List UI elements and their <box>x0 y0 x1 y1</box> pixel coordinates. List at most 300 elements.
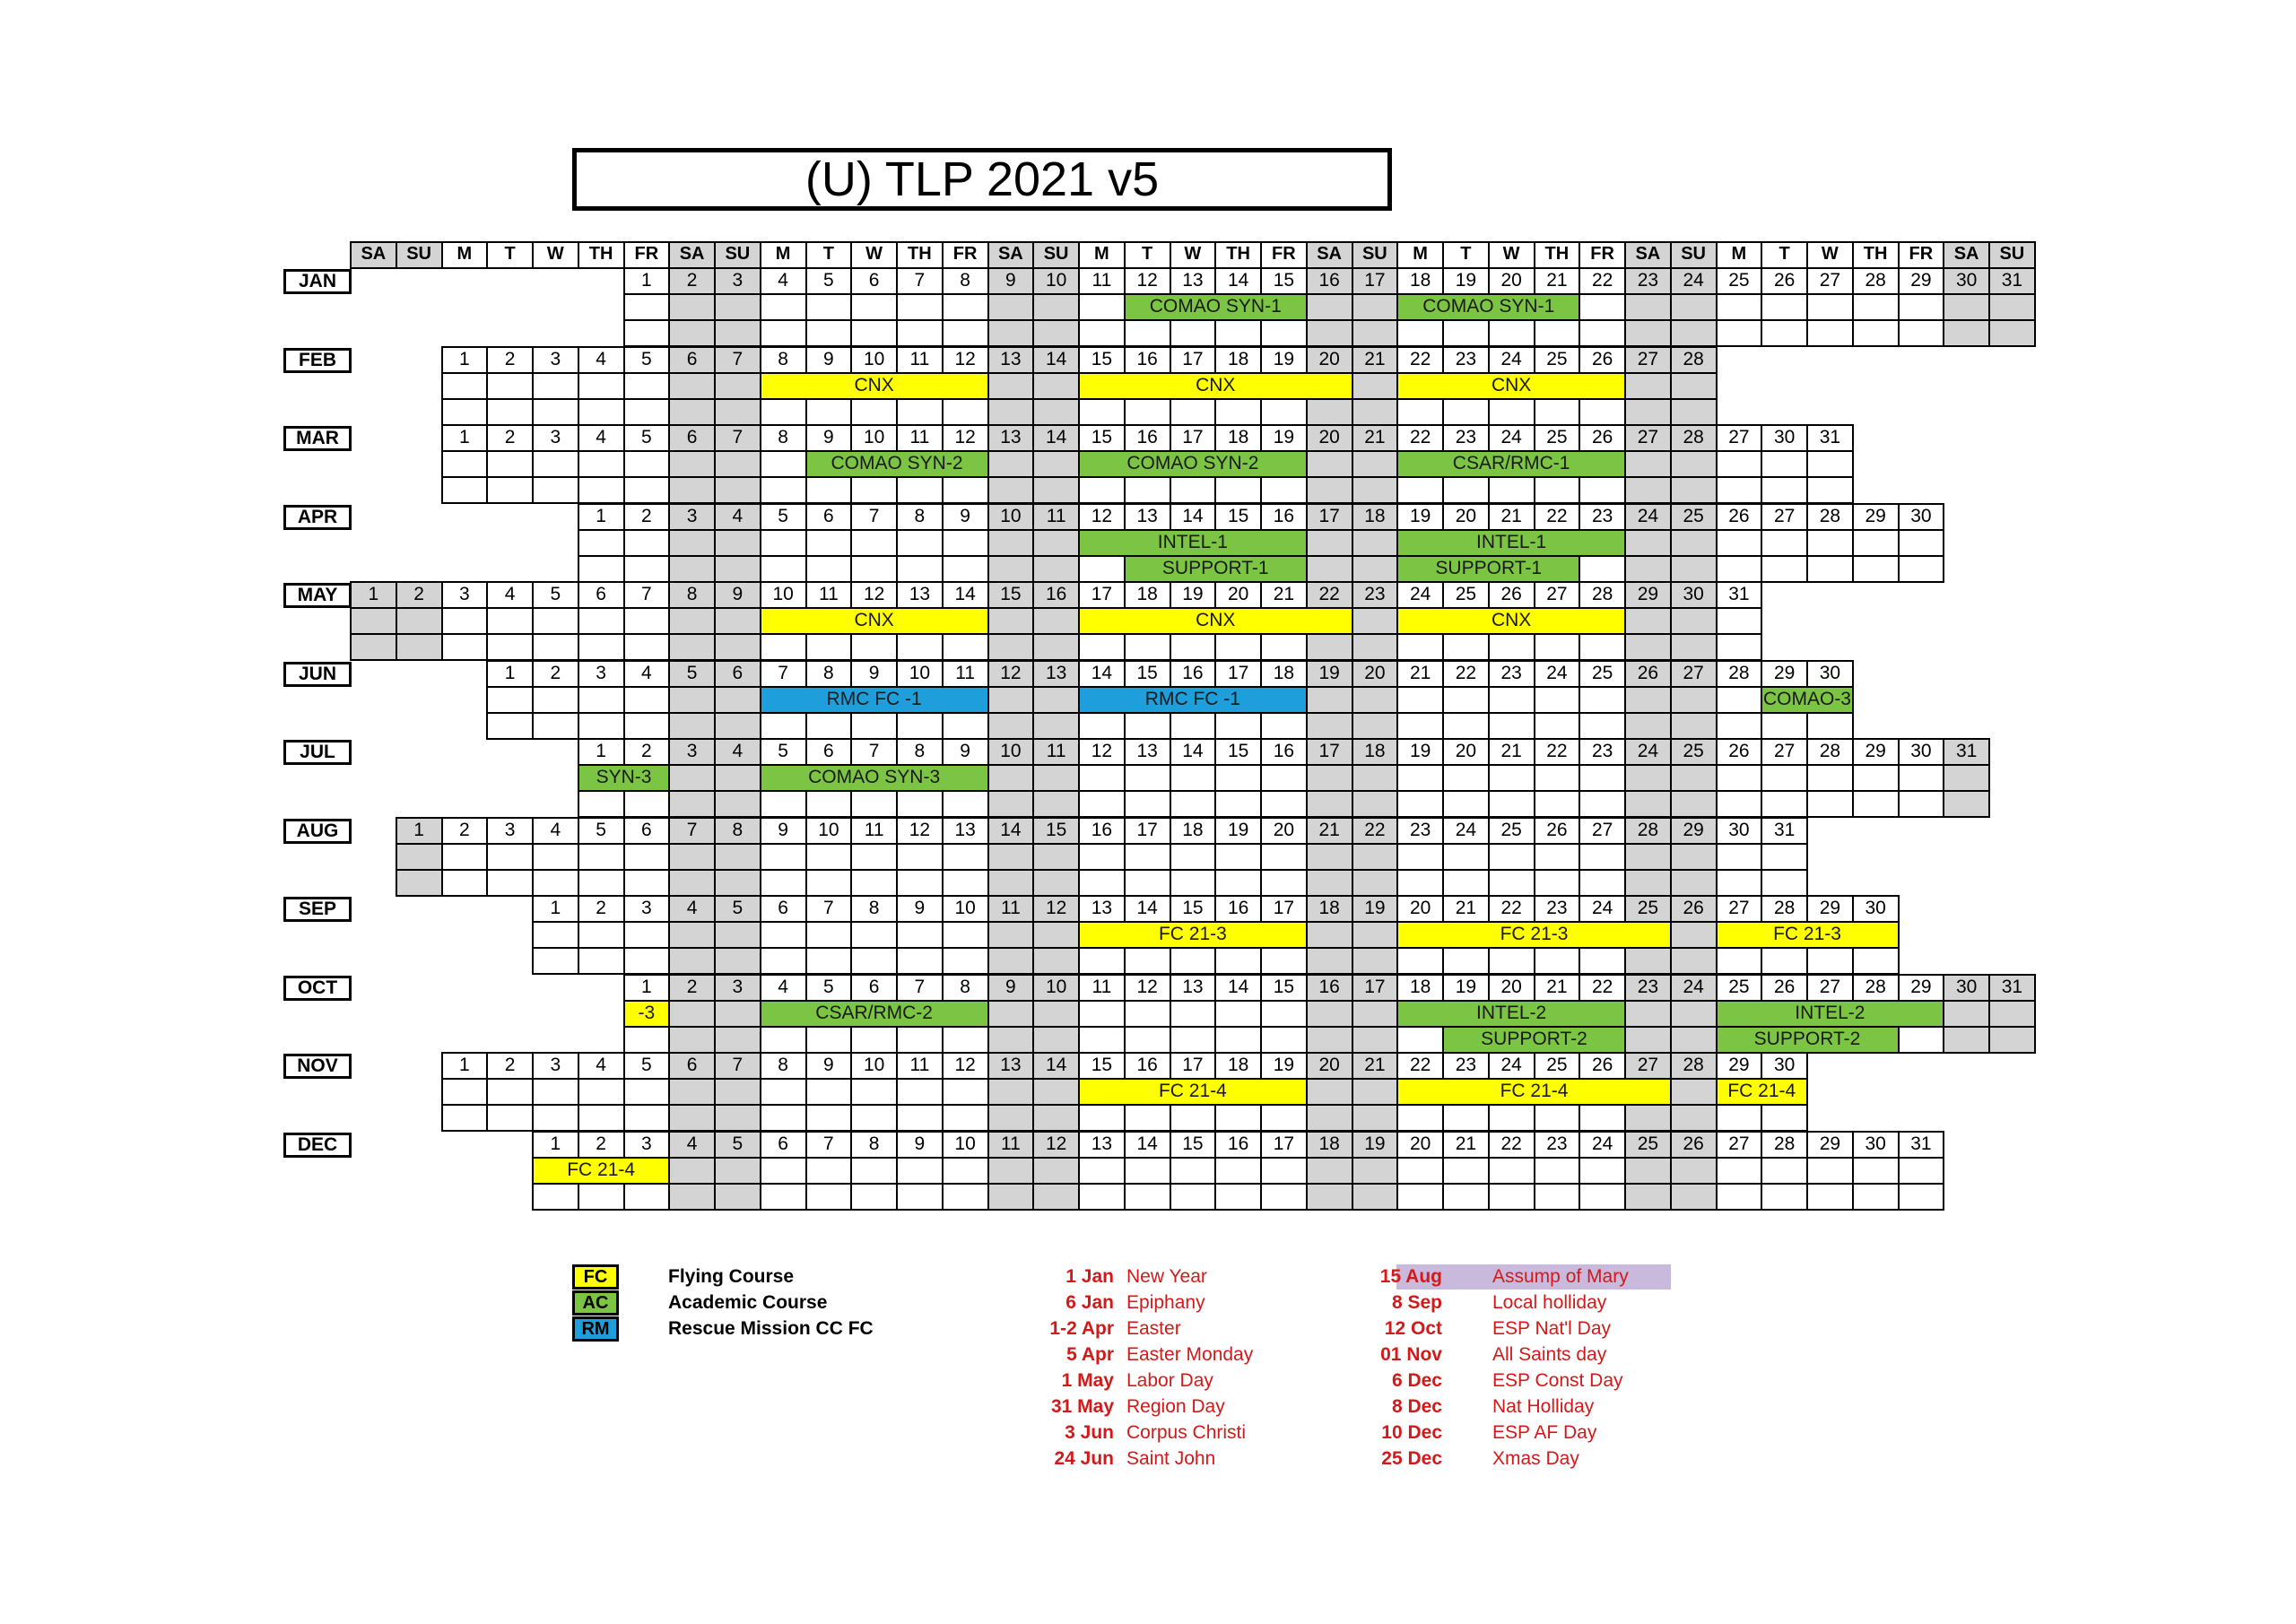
schedule-slot <box>623 372 671 400</box>
day-cell: 14 <box>1032 346 1080 374</box>
schedule-slot <box>1124 319 1171 347</box>
schedule-slot <box>714 947 761 975</box>
weekday-header: SU <box>714 241 761 269</box>
schedule-slot <box>1078 633 1126 661</box>
day-cell: 23 <box>1578 738 1626 766</box>
schedule-slot <box>1534 1157 1581 1185</box>
schedule-slot <box>1716 790 1763 818</box>
day-cell: 16 <box>1214 1131 1262 1159</box>
schedule-slot <box>1624 398 1672 426</box>
course-bar-academic: COMAO SYN-2 <box>1078 450 1308 478</box>
schedule-slot <box>1032 1026 1080 1054</box>
day-cell: 29 <box>1852 738 1900 766</box>
day-cell: 1 <box>441 424 489 452</box>
schedule-slot <box>668 843 716 871</box>
schedule-slot <box>1898 319 1945 347</box>
day-cell: 5 <box>760 503 807 531</box>
day-cell: 3 <box>668 738 716 766</box>
day-cell: 17 <box>1260 895 1308 923</box>
day-cell: 30 <box>1761 424 1808 452</box>
schedule-slot <box>1352 607 1399 635</box>
holiday-date: 15 Aug <box>1379 1266 1442 1287</box>
schedule-slot <box>896 947 944 975</box>
day-cell: 13 <box>896 581 944 609</box>
schedule-slot <box>668 529 716 557</box>
schedule-slot <box>760 1183 807 1211</box>
schedule-slot <box>1124 398 1171 426</box>
day-cell: 6 <box>668 346 716 374</box>
day-cell: 10 <box>1032 267 1080 295</box>
course-bar-academic: INTEL-2 <box>1396 1000 1626 1028</box>
day-cell: 18 <box>1306 895 1353 923</box>
course-bar-academic: INTEL-1 <box>1078 529 1308 557</box>
schedule-slot <box>1032 1078 1080 1106</box>
schedule-slot <box>1260 764 1308 792</box>
day-cell: 8 <box>896 503 944 531</box>
schedule-slot <box>1442 1104 1490 1132</box>
course-bar-flying: FC 21-4 <box>532 1157 670 1185</box>
schedule-slot <box>1624 529 1672 557</box>
schedule-slot <box>1170 1157 1217 1185</box>
day-cell: 15 <box>1214 503 1262 531</box>
schedule-slot <box>1396 476 1444 504</box>
schedule-slot <box>578 450 625 478</box>
schedule-slot <box>1442 712 1490 740</box>
day-cell: 9 <box>896 1131 944 1159</box>
schedule-slot <box>1716 633 1763 661</box>
weekday-header: SA <box>1306 241 1353 269</box>
schedule-slot <box>1306 869 1353 897</box>
day-cell: 16 <box>1306 267 1353 295</box>
course-bar-academic: SYN-3 <box>578 764 671 792</box>
schedule-slot <box>1578 476 1626 504</box>
schedule-slot <box>1170 764 1217 792</box>
day-cell: 8 <box>760 346 807 374</box>
schedule-slot <box>805 633 853 661</box>
schedule-slot <box>1670 529 1718 557</box>
day-cell: 6 <box>760 895 807 923</box>
schedule-slot <box>1170 869 1217 897</box>
day-cell: 19 <box>1442 267 1490 295</box>
weekday-header: TH <box>896 241 944 269</box>
schedule-slot <box>1078 1000 1126 1028</box>
schedule-slot <box>1396 764 1444 792</box>
month-label-mar: MAR <box>283 426 352 451</box>
holiday-name: All Saints day <box>1492 1344 1607 1365</box>
day-cell: 24 <box>1534 660 1581 688</box>
schedule-slot <box>987 293 1035 321</box>
schedule-slot <box>1806 319 1854 347</box>
schedule-slot <box>1078 1157 1126 1185</box>
day-cell: 1 <box>532 1131 579 1159</box>
day-cell: 25 <box>1534 346 1581 374</box>
day-cell: 30 <box>1716 817 1763 845</box>
day-cell: 14 <box>1124 895 1171 923</box>
schedule-slot <box>1624 607 1672 635</box>
schedule-slot <box>1078 476 1126 504</box>
schedule-slot <box>942 555 989 583</box>
day-cell: 1 <box>623 267 671 295</box>
schedule-slot <box>1352 712 1399 740</box>
course-bar-academic: SUPPORT-1 <box>1396 555 1580 583</box>
schedule-slot <box>714 293 761 321</box>
day-cell: 3 <box>532 1052 579 1080</box>
schedule-slot <box>532 947 579 975</box>
schedule-slot <box>1306 450 1353 478</box>
schedule-slot <box>441 633 489 661</box>
schedule-slot <box>1124 1000 1171 1028</box>
day-cell: 12 <box>1032 895 1080 923</box>
schedule-slot <box>1124 843 1171 871</box>
schedule-slot <box>532 921 579 949</box>
day-cell: 20 <box>1488 974 1535 1002</box>
schedule-slot <box>1078 712 1126 740</box>
schedule-slot <box>1260 398 1308 426</box>
day-cell: 9 <box>805 1052 853 1080</box>
schedule-slot <box>486 686 534 714</box>
day-cell: 12 <box>1124 267 1171 295</box>
schedule-slot <box>987 450 1035 478</box>
schedule-slot <box>532 398 579 426</box>
day-cell: 5 <box>714 895 761 923</box>
weekday-header: M <box>1078 241 1126 269</box>
holiday-name: Assump of Mary <box>1492 1266 1629 1287</box>
day-cell: 28 <box>1578 581 1626 609</box>
schedule-slot <box>1032 1157 1080 1185</box>
day-cell: 24 <box>1670 267 1718 295</box>
schedule-slot <box>532 712 579 740</box>
course-bar-academic: SUPPORT-2 <box>1716 1026 1900 1054</box>
schedule-slot <box>1032 398 1080 426</box>
day-cell: 19 <box>1260 1052 1308 1080</box>
schedule-slot <box>987 1104 1035 1132</box>
schedule-slot <box>1852 947 1900 975</box>
schedule-slot <box>1442 869 1490 897</box>
schedule-slot <box>1488 633 1535 661</box>
day-cell: 11 <box>896 424 944 452</box>
day-cell: 10 <box>942 1131 989 1159</box>
schedule-slot <box>1170 398 1217 426</box>
day-cell: 9 <box>805 424 853 452</box>
schedule-slot <box>1852 555 1900 583</box>
month-label-nov: NOV <box>283 1054 352 1079</box>
schedule-slot <box>1032 1000 1080 1028</box>
day-cell: 5 <box>668 660 716 688</box>
schedule-slot <box>1396 1183 1444 1211</box>
schedule-slot <box>668 1000 716 1028</box>
schedule-slot <box>805 555 853 583</box>
day-cell: 3 <box>578 660 625 688</box>
schedule-slot <box>532 372 579 400</box>
day-cell: 21 <box>1396 660 1444 688</box>
schedule-slot <box>1761 869 1808 897</box>
holiday-name: New Year <box>1126 1266 1207 1287</box>
schedule-slot <box>760 843 807 871</box>
schedule-slot <box>623 712 671 740</box>
schedule-slot <box>1670 1000 1718 1028</box>
course-bar-flying: FC 21-4 <box>1396 1078 1672 1106</box>
schedule-slot <box>578 790 625 818</box>
day-cell: 17 <box>1352 974 1399 1002</box>
schedule-slot <box>714 790 761 818</box>
day-cell: 23 <box>1534 895 1581 923</box>
day-cell: 26 <box>1534 817 1581 845</box>
day-cell: 25 <box>1578 660 1626 688</box>
day-cell: 12 <box>942 424 989 452</box>
day-cell: 25 <box>1488 817 1535 845</box>
course-bar-flying: FC 21-3 <box>1716 921 1900 949</box>
weekday-header: TH <box>1852 241 1900 269</box>
schedule-slot <box>987 398 1035 426</box>
schedule-slot <box>805 790 853 818</box>
schedule-slot <box>714 372 761 400</box>
day-cell: 29 <box>1670 817 1718 845</box>
day-cell: 28 <box>1852 267 1900 295</box>
day-cell: 5 <box>623 424 671 452</box>
schedule-slot <box>987 1000 1035 1028</box>
day-cell: 2 <box>486 424 534 452</box>
schedule-slot <box>1806 555 1854 583</box>
schedule-slot <box>1670 1183 1718 1211</box>
schedule-slot <box>1624 1157 1672 1185</box>
schedule-slot <box>1396 843 1444 871</box>
schedule-slot <box>1806 529 1854 557</box>
day-cell: 1 <box>441 1052 489 1080</box>
schedule-slot <box>1352 1000 1399 1028</box>
schedule-slot <box>1352 555 1399 583</box>
schedule-slot <box>1670 1078 1718 1106</box>
schedule-slot <box>942 790 989 818</box>
schedule-slot <box>668 372 716 400</box>
schedule-slot <box>942 1104 989 1132</box>
day-cell: 23 <box>1534 1131 1581 1159</box>
schedule-slot <box>1032 921 1080 949</box>
day-cell: 14 <box>1124 1131 1171 1159</box>
schedule-slot <box>1078 293 1126 321</box>
day-cell: 16 <box>1260 503 1308 531</box>
schedule-slot <box>1624 555 1672 583</box>
schedule-slot <box>396 843 443 871</box>
schedule-slot <box>1761 712 1808 740</box>
schedule-slot <box>1670 1104 1718 1132</box>
schedule-slot <box>1488 686 1535 714</box>
day-cell: 13 <box>987 1052 1035 1080</box>
schedule-slot <box>441 398 489 426</box>
day-cell: 22 <box>1396 424 1444 452</box>
day-cell: 13 <box>942 817 989 845</box>
schedule-slot <box>987 869 1035 897</box>
schedule-slot <box>578 398 625 426</box>
course-bar-academic: CSAR/RMC-1 <box>1396 450 1626 478</box>
month-label-jul: JUL <box>283 740 352 765</box>
day-cell: 28 <box>1761 895 1808 923</box>
holiday-name: Labor Day <box>1126 1370 1213 1391</box>
schedule-slot <box>1488 398 1535 426</box>
schedule-slot <box>850 633 898 661</box>
day-cell: 31 <box>1716 581 1763 609</box>
day-cell: 13 <box>1032 660 1080 688</box>
day-cell: 16 <box>1124 346 1171 374</box>
schedule-slot <box>714 450 761 478</box>
course-bar-flying: CNX <box>1396 607 1626 635</box>
day-cell: 22 <box>1534 503 1581 531</box>
schedule-slot <box>1670 686 1718 714</box>
day-cell: 28 <box>1670 1052 1718 1080</box>
schedule-slot <box>1761 555 1808 583</box>
schedule-slot <box>1352 450 1399 478</box>
schedule-slot <box>850 319 898 347</box>
day-cell: 15 <box>1032 817 1080 845</box>
schedule-slot <box>1488 869 1535 897</box>
schedule-slot <box>1170 1104 1217 1132</box>
schedule-slot <box>1078 555 1126 583</box>
day-cell: 15 <box>1078 424 1126 452</box>
schedule-slot <box>1624 790 1672 818</box>
schedule-slot <box>1214 1026 1262 1054</box>
day-cell: 14 <box>1170 503 1217 531</box>
schedule-slot <box>1306 1000 1353 1028</box>
day-cell: 20 <box>1352 660 1399 688</box>
schedule-slot <box>441 1104 489 1132</box>
schedule-slot <box>1352 869 1399 897</box>
month-label-apr: APR <box>283 505 352 530</box>
weekday-header: FR <box>942 241 989 269</box>
schedule-slot <box>1578 686 1626 714</box>
schedule-slot <box>1716 555 1763 583</box>
schedule-slot <box>987 947 1035 975</box>
schedule-slot <box>668 1078 716 1106</box>
schedule-slot <box>987 712 1035 740</box>
day-cell: 17 <box>1170 346 1217 374</box>
day-cell: 28 <box>1852 974 1900 1002</box>
schedule-slot <box>1306 1183 1353 1211</box>
schedule-slot <box>668 607 716 635</box>
schedule-slot <box>1214 947 1262 975</box>
day-cell: 7 <box>623 581 671 609</box>
schedule-slot <box>1670 947 1718 975</box>
schedule-slot <box>1306 476 1353 504</box>
schedule-slot <box>668 450 716 478</box>
schedule-slot <box>1898 529 1945 557</box>
schedule-slot <box>1488 1104 1535 1132</box>
schedule-slot <box>942 293 989 321</box>
weekday-header: FR <box>1898 241 1945 269</box>
day-cell: 30 <box>1852 895 1900 923</box>
schedule-slot <box>805 869 853 897</box>
schedule-slot <box>1534 1183 1581 1211</box>
schedule-slot <box>1806 476 1854 504</box>
day-cell: 25 <box>1670 738 1718 766</box>
schedule-slot <box>1806 712 1854 740</box>
schedule-slot <box>1078 764 1126 792</box>
schedule-slot <box>1534 843 1581 871</box>
course-bar-flying: FC 21-4 <box>1078 1078 1308 1106</box>
day-cell: 11 <box>850 817 898 845</box>
schedule-slot <box>1352 372 1399 400</box>
day-cell: 25 <box>1716 267 1763 295</box>
day-cell: 14 <box>1078 660 1126 688</box>
schedule-slot <box>1624 319 1672 347</box>
schedule-slot <box>578 372 625 400</box>
schedule-slot <box>668 790 716 818</box>
day-cell: 25 <box>1716 974 1763 1002</box>
schedule-slot <box>1352 790 1399 818</box>
schedule-slot <box>850 1157 898 1185</box>
schedule-slot <box>805 1026 853 1054</box>
schedule-slot <box>896 1157 944 1185</box>
day-cell: 17 <box>1352 267 1399 295</box>
course-bar-academic: INTEL-1 <box>1396 529 1626 557</box>
day-cell: 1 <box>486 660 534 688</box>
schedule-slot <box>1352 843 1399 871</box>
schedule-slot <box>578 529 625 557</box>
schedule-slot <box>578 607 625 635</box>
day-cell: 6 <box>805 503 853 531</box>
schedule-slot <box>1806 764 1854 792</box>
schedule-slot <box>896 1183 944 1211</box>
day-cell: 6 <box>850 267 898 295</box>
schedule-slot <box>1396 398 1444 426</box>
legend-label-rescue: Rescue Mission CC FC <box>668 1318 874 1339</box>
schedule-slot <box>1260 947 1308 975</box>
schedule-slot <box>805 293 853 321</box>
day-cell: 12 <box>1078 503 1126 531</box>
schedule-slot <box>1670 843 1718 871</box>
course-bar-flying: FC 21-3 <box>1396 921 1672 949</box>
day-cell: 12 <box>850 581 898 609</box>
day-cell: 21 <box>1352 1052 1399 1080</box>
day-cell: 20 <box>1260 817 1308 845</box>
day-cell: 21 <box>1488 503 1535 531</box>
schedule-slot <box>1578 764 1626 792</box>
schedule-slot <box>714 1104 761 1132</box>
day-cell: 19 <box>1214 817 1262 845</box>
schedule-slot <box>486 398 534 426</box>
holiday-name: Local holliday <box>1492 1292 1607 1313</box>
day-cell: 5 <box>623 1052 671 1080</box>
day-cell: 27 <box>1716 895 1763 923</box>
schedule-slot <box>714 633 761 661</box>
holiday-name: Saint John <box>1126 1448 1216 1469</box>
schedule-slot <box>578 712 625 740</box>
legend-key-flying: FC <box>572 1264 619 1290</box>
day-cell: 17 <box>1170 1052 1217 1080</box>
schedule-slot <box>760 869 807 897</box>
schedule-slot <box>1716 529 1763 557</box>
schedule-slot <box>760 1104 807 1132</box>
schedule-slot <box>1306 293 1353 321</box>
day-cell: 21 <box>1442 895 1490 923</box>
weekday-header: FR <box>623 241 671 269</box>
weekday-header: T <box>486 241 534 269</box>
schedule-slot <box>1670 790 1718 818</box>
day-cell: 19 <box>1352 895 1399 923</box>
schedule-slot <box>486 1078 534 1106</box>
day-cell: 22 <box>1306 581 1353 609</box>
day-cell: 2 <box>578 1131 625 1159</box>
schedule-slot <box>1442 843 1490 871</box>
schedule-slot <box>1624 686 1672 714</box>
day-cell: 1 <box>441 346 489 374</box>
schedule-slot <box>1032 450 1080 478</box>
schedule-slot <box>441 843 489 871</box>
schedule-slot <box>1442 476 1490 504</box>
day-cell: 26 <box>1578 346 1626 374</box>
schedule-slot <box>1578 555 1626 583</box>
course-bar-academic: SUPPORT-1 <box>1124 555 1308 583</box>
holiday-name: Easter Monday <box>1126 1344 1254 1365</box>
day-cell: 3 <box>623 1131 671 1159</box>
